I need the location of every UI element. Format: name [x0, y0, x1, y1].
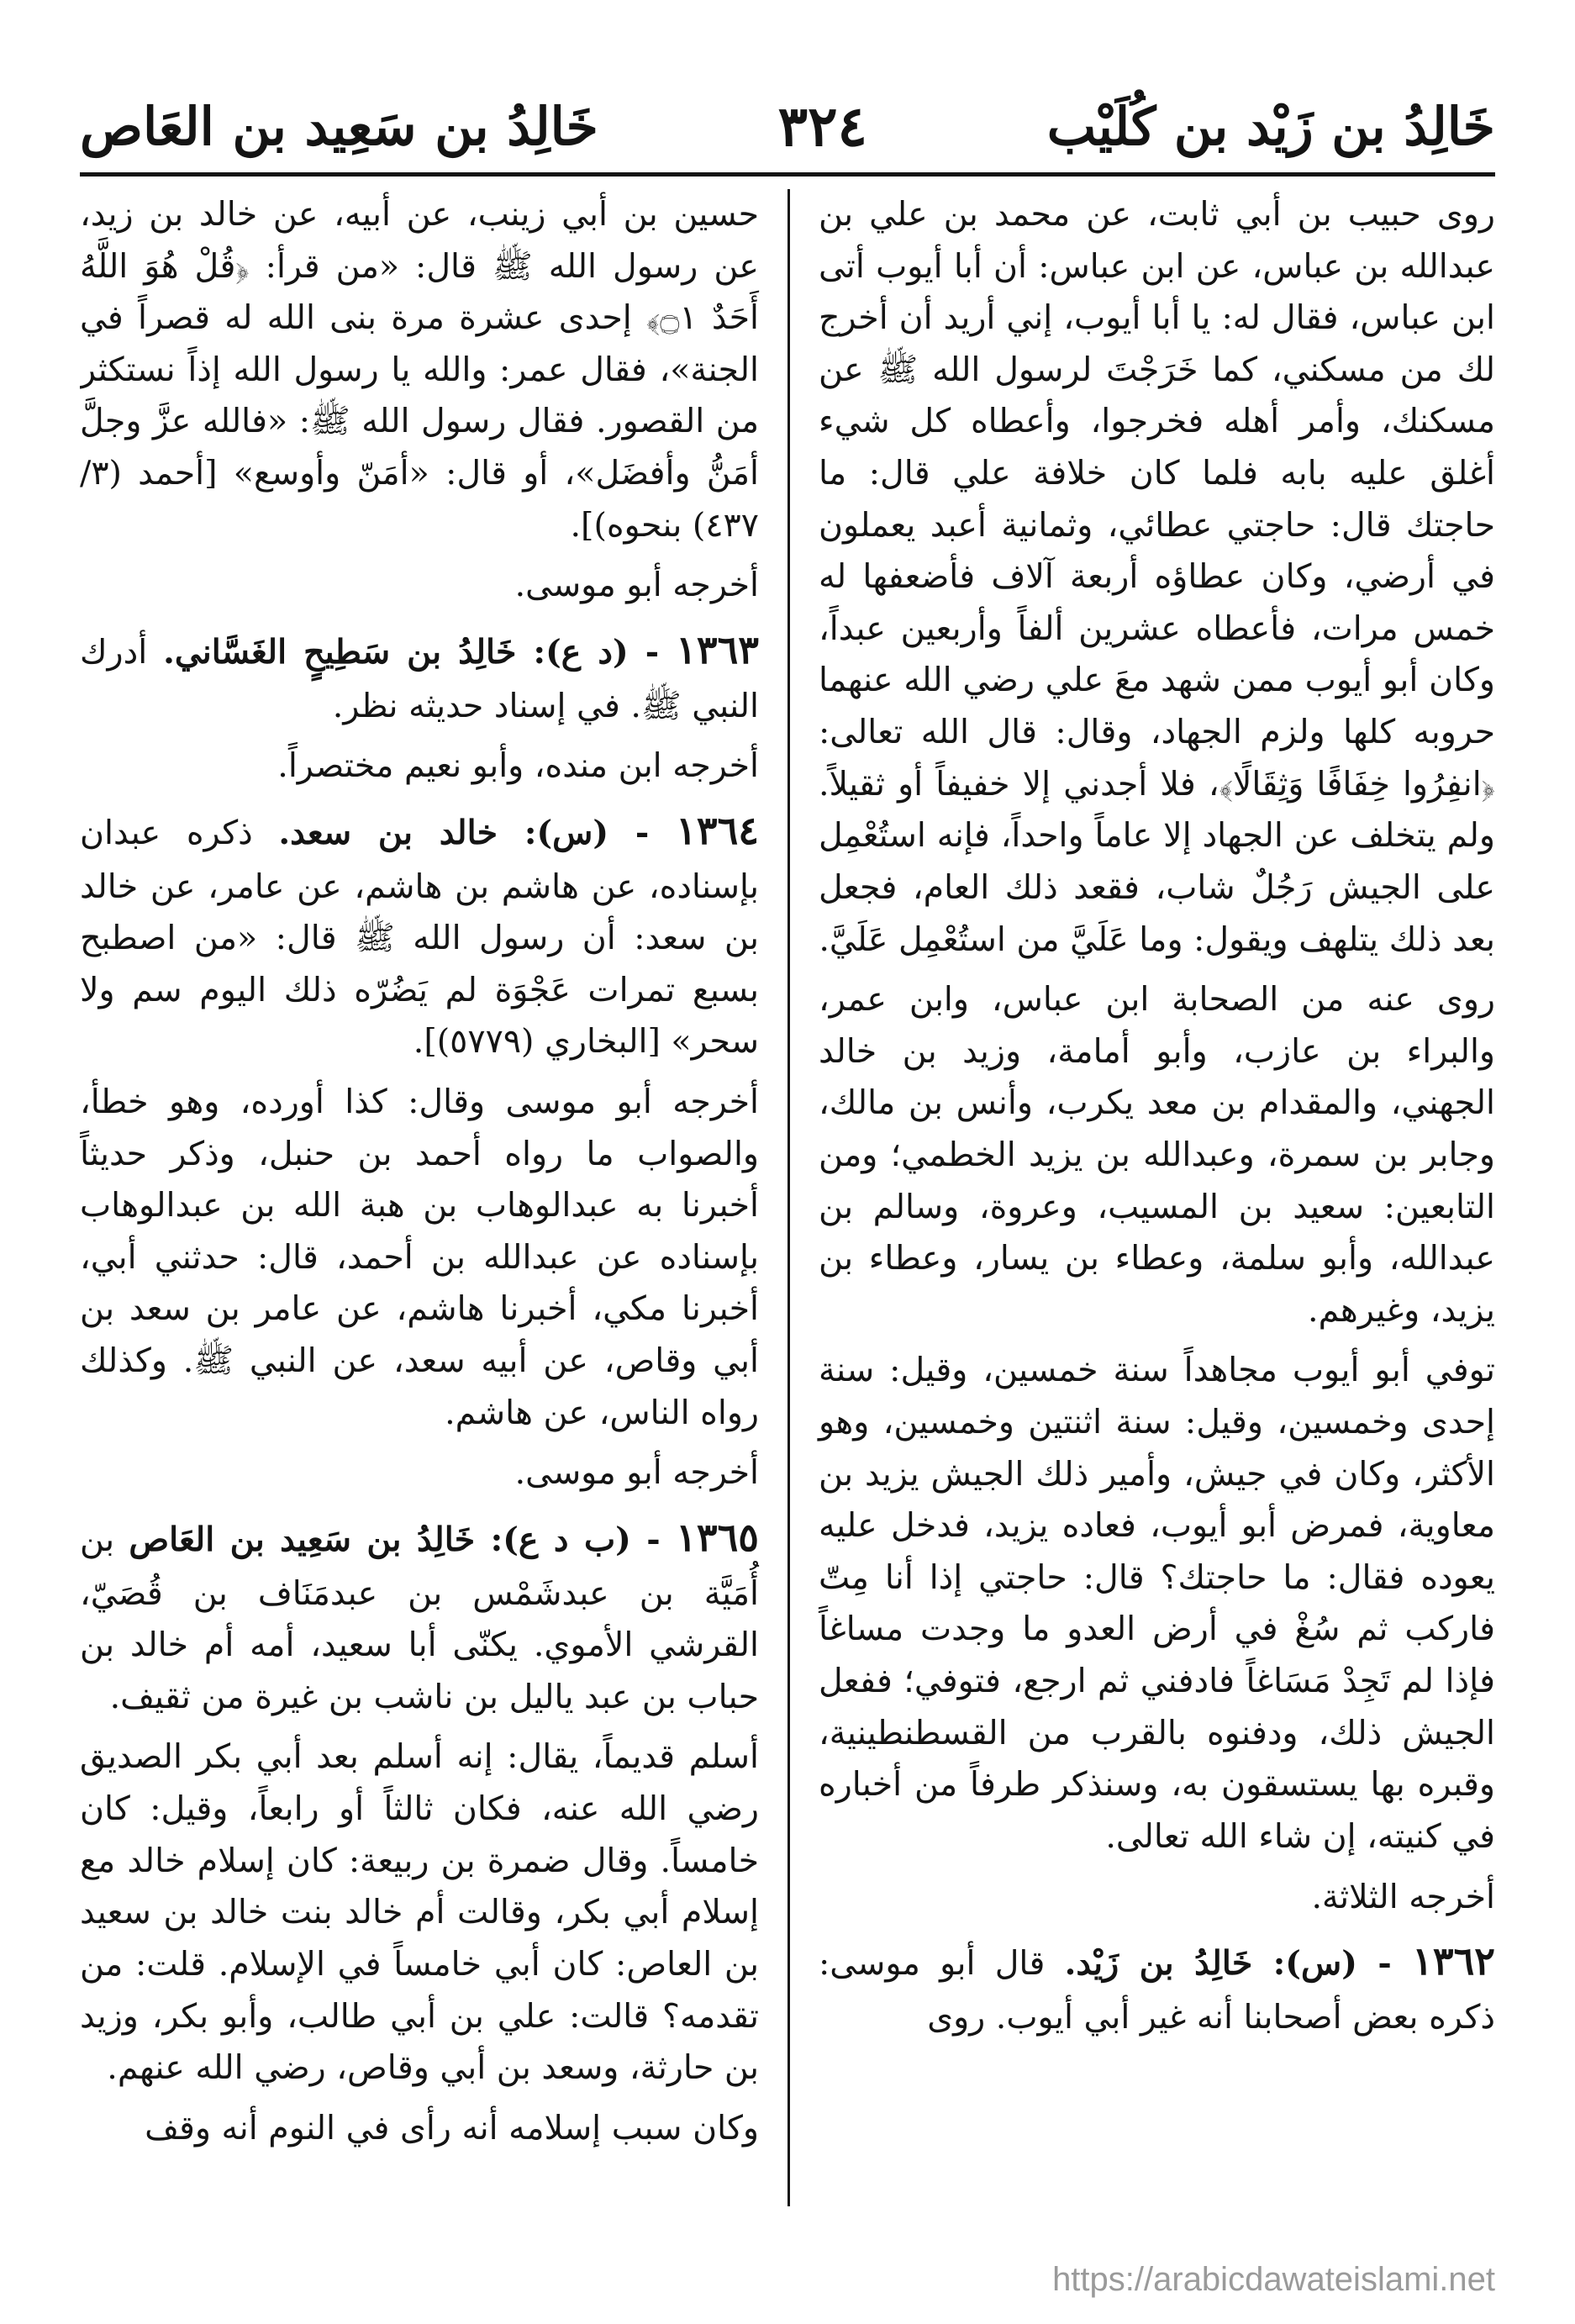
paragraph: أسلم قديماً، يقال: إنه أسلم بعد أبي بكر الصديق رضي الله عنه، فكان ثالثاً أو رابعاً، وقيل: كان خامساً. وقال ضمرة بن ربيعة: كان إسلام خالد مع إسلام أبي بكر، وقالت أم خالد بنت خالد بن سعيد بن العاص: كان أبي خامساً في الإسلام. قلت: من تقدمه؟ قالت: علي بن أبي طالب، وأبو بكر، وزيد بن حارثة، وسعد بن أبي وقاص، رضي الله عنهم.: [80, 1737, 759, 2088]
paragraph: أخرجه الثلاثة.: [1311, 1877, 1495, 1916]
left-column: [80, 189, 788, 2206]
entry-heading: - (د ع): خَالِدُ بن سَطِيحٍ الغَسَّاني.: [163, 632, 677, 672]
entry-1365: [80, 1508, 759, 1724]
paragraph: حسين بن أبي زينب، عن أبيه، عن خالد بن زيد، عن رسول الله ﷺ قال: «من قرأ: ﴿قُلْ هُوَ اللَّهُ أَحَدٌ ۝١﴾ إحدى عشرة مرة بنى الله له قصراً في الجنة»، فقال عمر: والله يا رسول الله إذاً نستكثر من القصور. فقال رسول الله ﷺ: «فالله عزَّ وجلَّ أمَنُّ وأفضَل»، أو قال: «أمَنّ وأوسع» [أحمد (٣/ ٤٣٧) بنحوه)].: [80, 195, 759, 545]
entry-number: ١٣٦٣: [676, 626, 759, 672]
entry-1363: [80, 620, 759, 732]
header-left-title: خَالِدُ بن سَعِيد بن العَاص: [80, 95, 598, 157]
paragraph: روى عنه من الصحابة ابن عباس، وابن عمر، والبراء بن عازب، وأبو أمامة، وزيد بن خالد الجهني، والمقدام بن معد يكرب، وأنس بن مالك، وجابر بن سمرة، وعبدالله بن يزيد الخطمي؛ ومن التابعين: سعيد بن المسيب، وعروة، وسالم بن عبدالله، وأبو سلمة، وعطاء بن يسار، وعطاء بن يزيد، وغيرهم.: [819, 980, 1495, 1330]
right-column: [788, 189, 1495, 2206]
paragraph: أخرجه أبو موسى.: [514, 566, 759, 605]
entry-text: قال أبو موسى: ذكره بعض أصحابنا أنه غير أبي أيوب. روى: [819, 1944, 1495, 2037]
entry-text: أدرك النبي ﷺ. في إسناد حديثه نظر.: [80, 632, 759, 725]
entry-heading: - (ب د ع): خَالِدُ بن سَعِيد بن العَاص: [129, 1520, 677, 1559]
entry-1362: [819, 1931, 1495, 2043]
paragraph: وكان سبب إسلامه أنه رأى في النوم أنه وقف: [145, 2108, 759, 2147]
paragraph: أخرجه أبو موسى.: [514, 1453, 759, 1493]
page-number: ٣٢٤: [777, 93, 867, 159]
paragraph: أخرجه ابن منده، وأبو نعيم مختصراً.: [277, 746, 759, 786]
watermark-url: https://arabicdawateislami.net: [1052, 2261, 1495, 2298]
entry-1364: [80, 801, 759, 1068]
entry-text: ذكره عبدان بإسناده، عن هاشم بن هاشم، عن عامر، عن خالد بن سعد: أن رسول الله ﷺ قال: «من اصطبح بسبع تمرات عَجْوَة لم يَضُرّه ذلك اليوم سم ولا سحر» [البخاري (٥٧٧٩)].: [80, 813, 759, 1062]
entry-text: بن أُمَيَّة بن عبدشَمْس بن عبدمَنَاف بن قُصَيّ، القرشي الأموي. يكنّى أبا سعيد، أمه أم خالد بن حباب بن عبد ياليل بن ناشب بن غيرة من ثقيف.: [80, 1520, 759, 1716]
entry-number: ١٣٦٢: [1412, 1938, 1495, 1984]
paragraph: توفي أبو أيوب مجاهداً سنة خمسين، وقيل: سنة إحدى وخمسين، وقيل: سنة اثنتين وخمسين، وهو الأكثر، وكان في جيش، وأمير ذلك الجيش يزيد بن معاوية، فمرض أبو أيوب، فعاده يزيد، فدخل عليه يعوده فقال: ما حاجتك؟ قال: حاجتي إذا أنا مِتّ فاركب ثم سُغْ في أرض العدو ما وجدت مساغاً فإذا لم تَجِدْ مَسَاغاً فادفني ثم ارجع، فتوفي؛ ففعل الجيش ذلك، ودفنوه بالقرب من القسطنطينية، وقبره بها يستسقون به، وسنذكر طرفاً من أخباره في كنيته، إن شاء الله تعالى.: [819, 1351, 1495, 1856]
entry-heading: - (س): خالد بن سعد.: [278, 813, 677, 852]
entry-number: ١٣٦٥: [676, 1514, 759, 1560]
entry-heading: - (س): خَالِدُ بن زَيْد.: [1064, 1944, 1413, 1984]
paragraph: أخرجه أبو موسى وقال: كذا أورده، وهو خطأ، والصواب ما رواه أحمد بن حنبل، وذكر حديثاً أخبرنا به عبدالوهاب بن هبة الله بن عبدالوهاب بإسناده عن عبدالله بن أحمد، قال: حدثني أبي، أخبرنا مكي، أخبرنا هاشم، عن عامر بن سعد بن أبي وقاص، عن أبيه سعد، عن النبي ﷺ. وكذلك رواه الناس، عن هاشم.: [80, 1083, 759, 1432]
page-header: [80, 80, 1495, 177]
paragraph: روى حبيب بن أبي ثابت، عن محمد بن علي بن عبدالله بن عباس، عن ابن عباس: أن أبا أيوب أتى ابن عباس، فقال له: يا أبا أيوب، إني أريد أن أخرج لك من مسكني، كما خَرَجْتَ لرسول الله ﷺ عن مسكنك، وأمر أهله فخرجوا، وأعطاه كل شيء أغلق عليه بابه فلما كان خلافة علي قال: ما حاجتك قال: حاجتي عطائي، وثمانية أعبد يعملون في أرضي، وكان عطاؤه أربعة آلاف فأضعفها له خمس مرات، فأعطاه عشرين ألفاً وأربعين عبداً، وكان أبو أيوب ممن شهد معَ علي رضي الله عنهما حروبه كلها ولزم الجهاد، وقال: قال الله تعالى: ﴿انفِرُوا خِفَافًا وَثِقَالًا﴾، فلا أجدني إلا خفيفاً أو ثقيلاً. ولم يتخلف عن الجهاد إلا عاماً واحداً، فإنه استُعْمِل على الجيش رَجُلٌ شاب، فقعد ذلك العام، فجعل بعد ذلك يتلهف ويقول: وما عَلَيَّ من استُعْمِل عَلَيَّ.: [819, 195, 1495, 959]
header-right-title: خَالِدُ بن زَيْد بن كُلَيْب: [1046, 95, 1495, 157]
entry-number: ١٣٦٤: [676, 807, 759, 853]
text-columns: [80, 189, 1495, 2206]
